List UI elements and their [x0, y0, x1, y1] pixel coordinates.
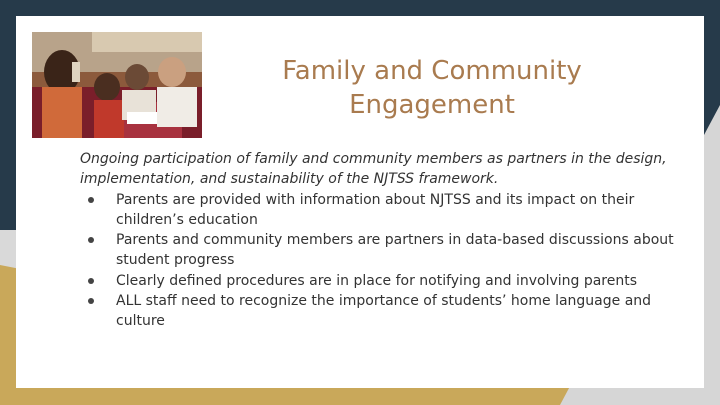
slide-title-line1: Family and Community	[282, 56, 582, 86]
intro-text: Ongoing participation of family and community members as partners in the design, implementation, and sustainability of the NJTSS framework.	[80, 151, 667, 188]
list-item-text: Clearly defined procedures are in place for notifying and involving parents	[116, 272, 638, 289]
list-item	[80, 291, 680, 332]
list-item	[80, 190, 680, 231]
bullet-dot-icon	[88, 237, 94, 243]
list-item-text: Parents and community members are partners in data-based discussions about student progress	[116, 232, 674, 269]
slide-title	[248, 54, 616, 122]
bullet-list	[80, 190, 680, 332]
community-event-photo	[32, 32, 202, 138]
slide-title-line2: Engagement	[349, 90, 515, 120]
list-item-text: ALL staff need to recognize the importance of students’ home language and culture	[116, 293, 652, 330]
slide-card	[16, 16, 704, 388]
list-item	[80, 230, 680, 271]
bullet-dot-icon	[88, 298, 94, 304]
list-item	[80, 271, 680, 291]
list-item-text: Parents are provided with information about NJTSS and its impact on their children’s education	[116, 191, 635, 228]
bullet-dot-icon	[88, 197, 94, 203]
bullet-dot-icon	[88, 278, 94, 284]
slide-body	[80, 149, 680, 332]
